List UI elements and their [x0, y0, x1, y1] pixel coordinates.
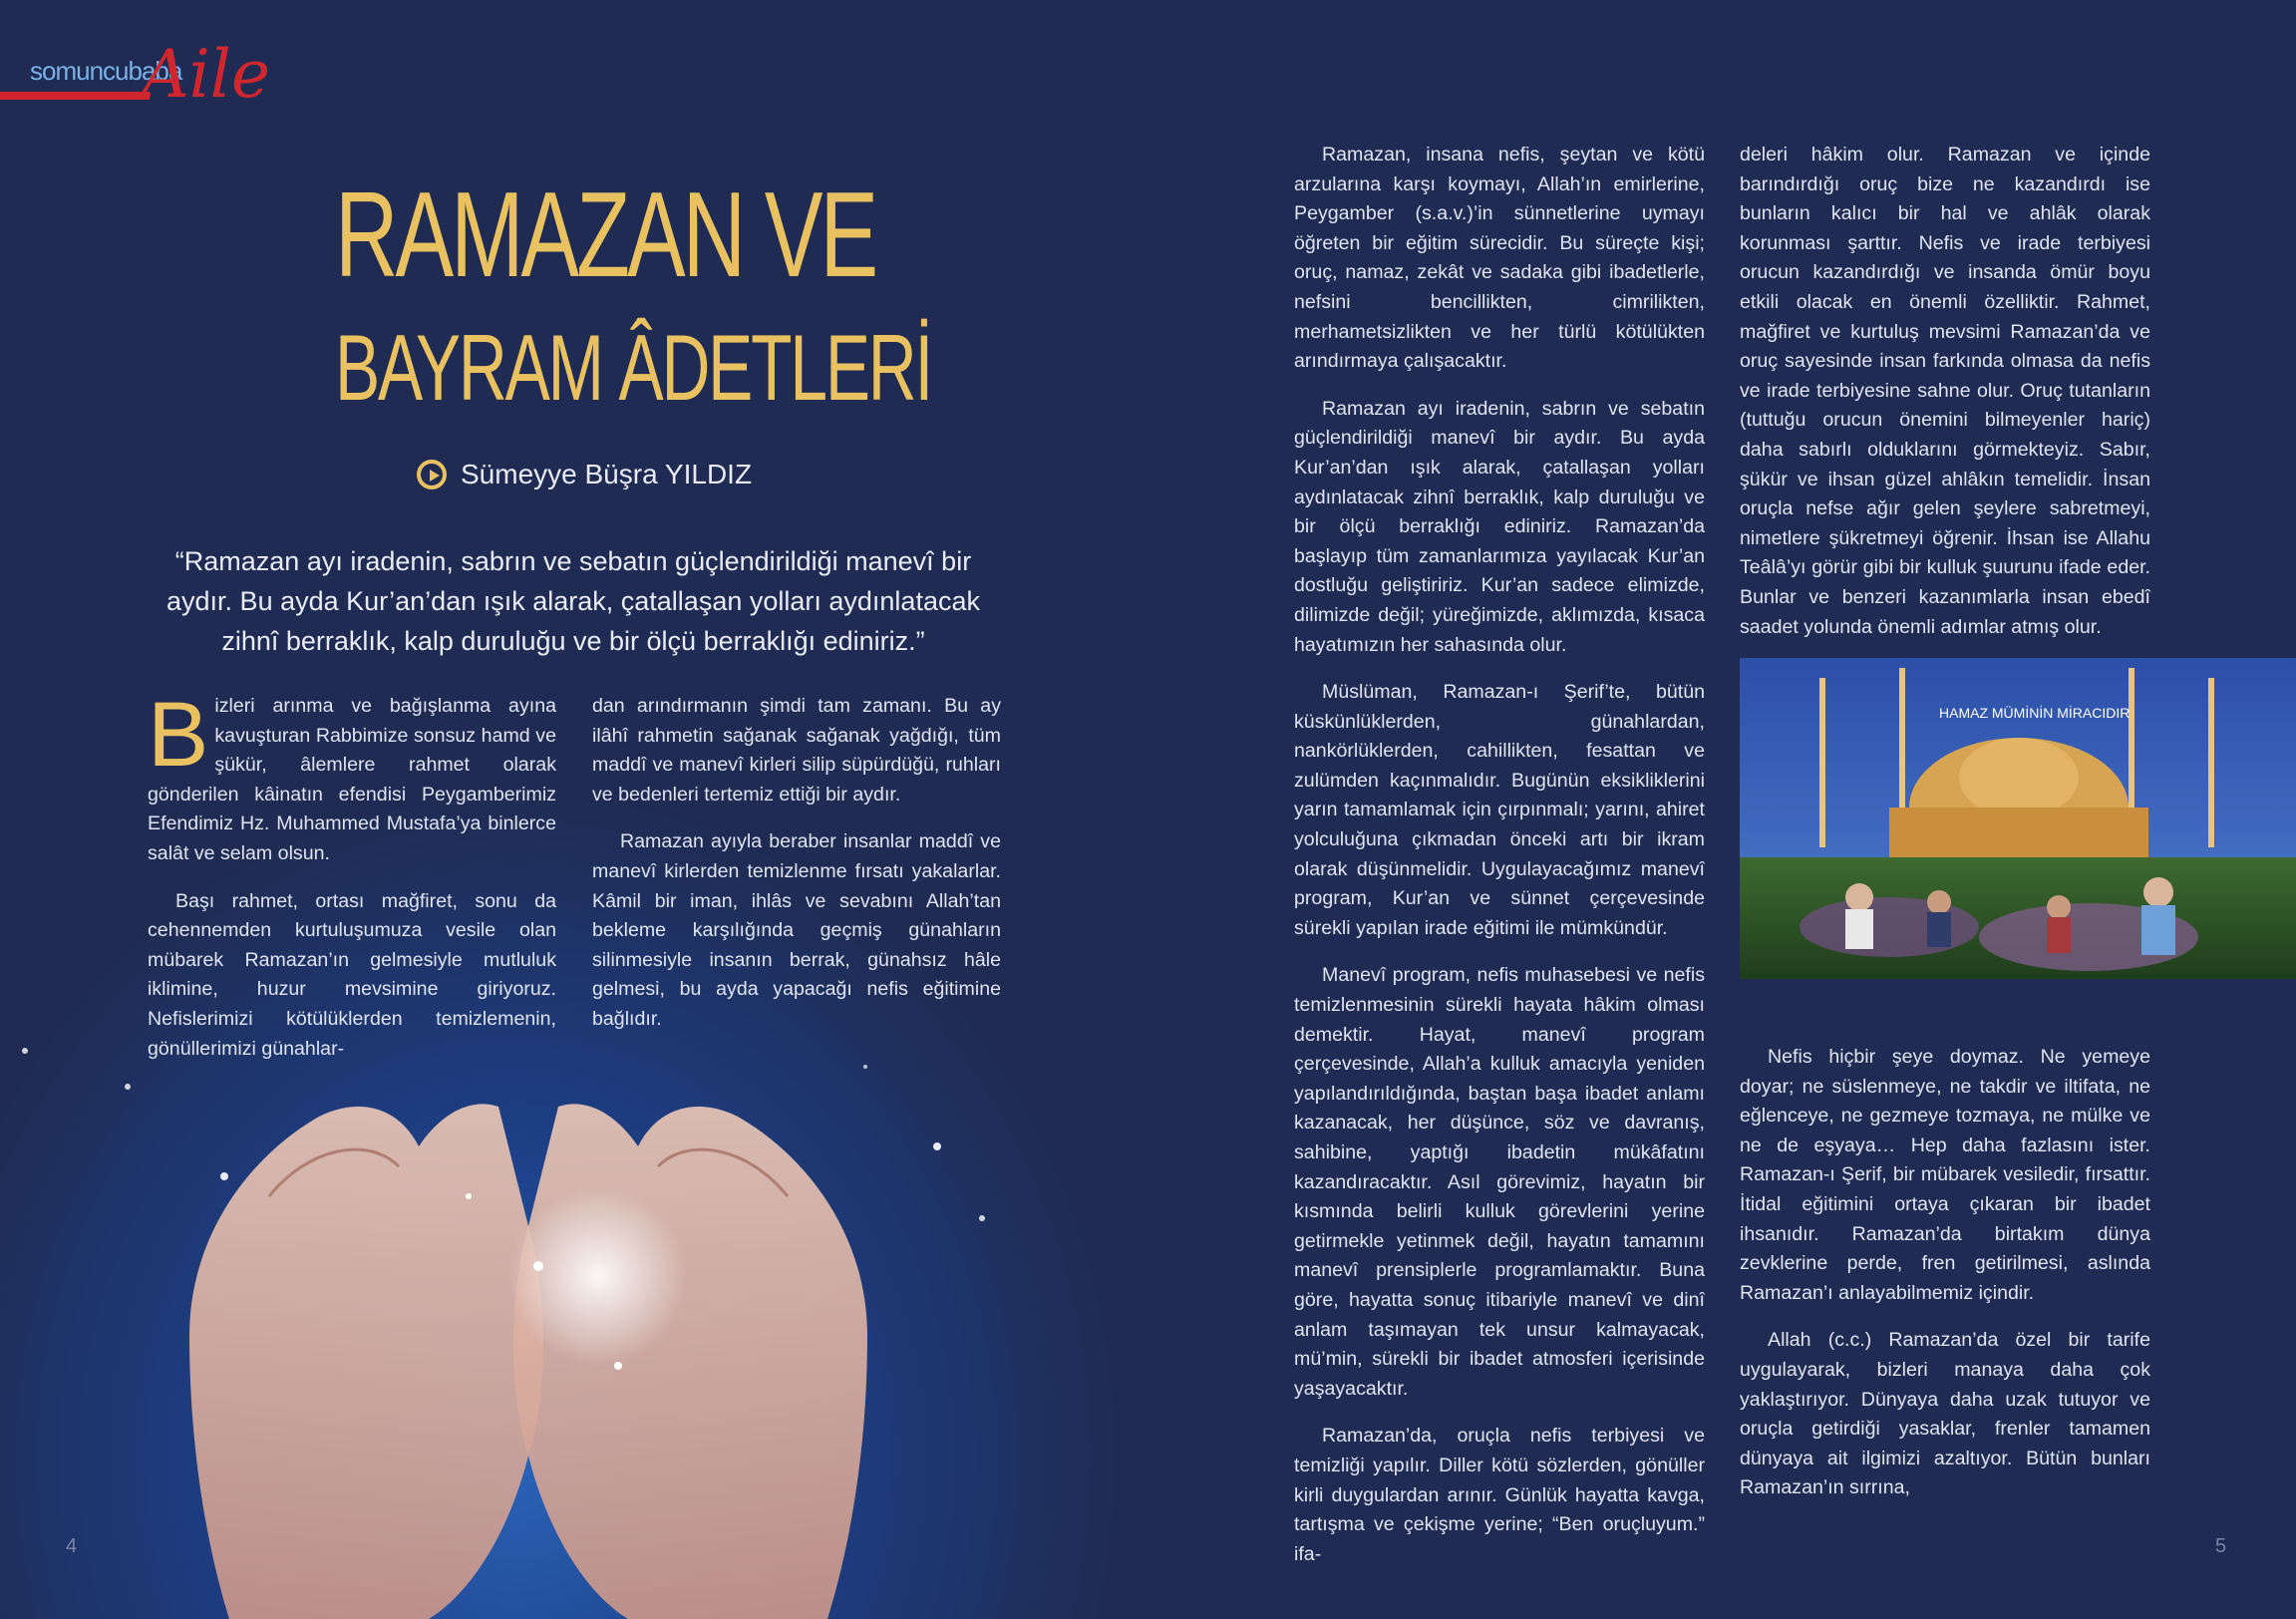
paragraph: Ramazan, insana nefis, şeytan ve kötü arzularına karşı koymayı, Allah’ın emirlerine, Peygamber (s.a.v.)’in sünnetlerine uymayı öğreten bir eğitim sürecidir. Bu süreçte kişi; oruç, namaz, zekât ve sadaka gibi ibadetlerle, nefsini bencillikten, cimrilikten, merhametsizlikten ve her türlü kötülükten arındırmaya çalışacaktır.	[1294, 144, 1705, 373]
article-title-line2: BAYRAM ÂDETLERİ	[335, 315, 932, 420]
play-circle-icon	[417, 460, 447, 489]
drop-cap: B	[148, 684, 209, 786]
paragraph	[148, 684, 556, 869]
page-number-right: 5	[2215, 1535, 2227, 1557]
stars-decoration	[0, 997, 1148, 1495]
paragraph: Nefis hiçbir şeye doymaz. Ne yemeye doyar; ne süslenmeye, ne takdir ve iltifata, ne eğlenceye, ne gezmeye tozmaya, ne mülke ve ne de eşyaya… Hep daha fazlasını ister. Ramazan-ı Şerif, bir mübarek vesiledir, fırsattır. İtidal eğitimini ortaya çıkaran bir ibadet ihsanıdır. Ramazan’da birtakım dünya zevklerine perde, fren getirilmesi, aslında Ramazan’ı anlayabilmemiz içindir.	[1740, 1046, 2150, 1304]
logo-aile: Aile	[142, 36, 270, 113]
mosque-banner-text: HAMAZ MÜMİNİN MİRACIDIR	[1939, 705, 2131, 721]
paragraph: Manevî program, nefis muhasebesi ve nefis temizlenmesinin sürekli hayata hâkim olması demektir. Hayat, manevî program çerçevesinde, Allah’a kulluk amacıyla yeniden yapılandırıldığında, baştan başa ibadet anlamı kazanacak, her düşünce, söz ve davranış, sahibine, yaptığı ibadetin mükâfatını kazandıracaktır. Asıl görevimiz, hayatın bir kısmında belirli kulluk görevlerini yerine getirmekle yetinmek değil, hayatın tamamını manevî prensiplerle programlamaktır. Buna göre, hayatta sonuç itibariyle manevî ve dinî anlam taşımayan tek unsur kalmayacak, mü’min, sürekli bir ibadet atmosferi içerisinde yaşayacaktır.	[1294, 964, 1705, 1400]
page-number-left: 4	[66, 1535, 78, 1557]
pull-quote: “Ramazan ayı iradenin, sabrın ve sebatın güçlendirildiği manevî bir aydır. Bu ayda Kur’an’dan ışık alarak, çatallaşan yolları aydınlatacak zihnî berraklık, kalp duruluğu ve bir ölçü berraklığı ediniriz.”	[166, 546, 980, 656]
paragraph: dan arındırmanın şimdi tam zamanı. Bu ay ilâhî rahmetin sağanak sağanak yağdığı, tüm maddî ve manevî kirleri silip süpürdüğü, ruhları ve bedenleri tertemiz ettiği bir aydır.	[592, 695, 1001, 806]
paragraph: Ramazan ayı iradenin, sabrın ve sebatın güçlendirildiği manevî bir aydır. Bu ayda Kur’an’dan ışık alarak, çatallaşan yolları aydınlatacak zihnî berraklık, kalp duruluğu ve bir ölçü berraklığı ediniriz. Ramazan’da başlayıp tüm zamanlarımıza yayılacak Kur’an dostluğu geliştiririz. Kur’an sadece elimizde, dilimizde değil; yüreğimizde, aklımızda, kısaca hayatımızın her sahasında olur.	[1294, 397, 1705, 656]
author-name: Sümeyye Büşra YILDIZ	[461, 459, 753, 489]
article-title-line1: RAMAZAN VE	[335, 166, 876, 302]
author-byline	[417, 459, 752, 490]
paragraph: deleri hâkim olur. Ramazan ve içinde barındırdığı oruç bize ne kazandırdı ise bunların kalıcı bir hal ve ahlâk olarak korunması şarttır. Nefis ve irade terbiyesi orucun kazandırdığı ve insanda ömür boyu etkili olacak en önemli özelliktir. Rahmet, mağfiret ve kurtuluş mevsimi Ramazan’da ve oruç sayesinde insan farkında olmasa da nefis ve irade terbiyesine sahne olur. Oruç tutanların (tuttuğu orucun önemini bilmeyenler hariç) daha sabırlı olduklarını görmekteyiz. Sabır, şükür ve ihsan güzel ahlâkın temelidir. İnsan oruçla nefse ağır gelen şeylere sabretmeyi, nimetlere şükretmeyi öğrenir. İhsan ise Allahu Teâlâ’yı görür gibi bir kulluk şuurunu ifade eder. Bunlar ve benzeri kazanımlarla insan ebedî saadet yolunda önemli adımlar atmış olur.	[1740, 144, 2150, 638]
paragraph: Ramazan ayıyla beraber insanlar maddî ve manevî kirlerden temizlenme fırsatı yakalarlar. Kâmil bir iman, ihlâs ve sevabını Allah’tan bekleme karşılığında geçmiş günahların silinmesiyle insanın berrak, günahsız hâle gelmesi, bu ayda yapacağı nefis eğitimine bağlıdır.	[592, 830, 1001, 1030]
logo-red-bar	[0, 92, 150, 100]
paragraph-text: izleri arınma ve bağışlanma ayına kavuşturan Rabbimize sonsuz hamd ve şükür, âlemlere rahmet olarak gönderilen kâinatın efendisi Peygamberimiz Efendimiz Hz. Muhammed Mustafa’ya binlerce salât ve selam olsun.	[148, 695, 556, 864]
paragraph: Ramazan’da, oruçla nefis terbiyesi ve temizliği yapılır. Diller kötü sözlerden, gönüller kirli duygulardan arınır. Günlük hayatta kavga, tartışma ve çekişme yerine; “Ben oruçluyum.” ifa-	[1294, 1425, 1705, 1565]
text-column-4-continued	[1740, 1043, 2150, 1521]
logo-somuncubaba: somuncubaba	[30, 56, 182, 86]
magazine-logo	[0, 36, 270, 113]
paragraph: Allah (c.c.) Ramazan’da özel bir tarife uygulayarak, bizleri manaya daha çok yaklaştırıyor. Dünyaya daha uzak tutuyor ve oruçla getirdiği yasaklar, frenler tamamen dünyaya ait ilgimizi azaltıyor. Bütün bunları Ramazan’ın sırrına,	[1740, 1329, 2150, 1499]
paragraph: Müslüman, Ramazan-ı Şerif’te, bütün küskünlüklerden, günahlardan, nankörlüklerden, cahillikten, fesattan ve zulümden kaçınmalıdır. Bugünün eksikliklerini yarın tamamlamak için çırpınmalı; yarını, ahiret yolculuğuna çıkmadan önceki artı bir ikram olarak düşünmelidir. Uygulayacağımız manevî program, Kur’an ve sünnet çerçevesinde sürekli yapılan irade eğitimi ile mümkündür.	[1294, 681, 1705, 939]
text-column-3	[1294, 141, 1705, 1587]
paragraph: Başı rahmet, ortası mağfiret, sonu da cehennemden kurtuluşumuza vesile olan mübarek Ramazan’ın gelmesiyle mutluluk iklimine, huzur mevsimine giriyoruz. Nefislerimizi kötülüklerden temizlemenin, gönüllerimizi günahlar-	[148, 889, 556, 1060]
mosque-iftar-photo	[1740, 658, 2296, 979]
text-column-4	[1740, 141, 2150, 660]
